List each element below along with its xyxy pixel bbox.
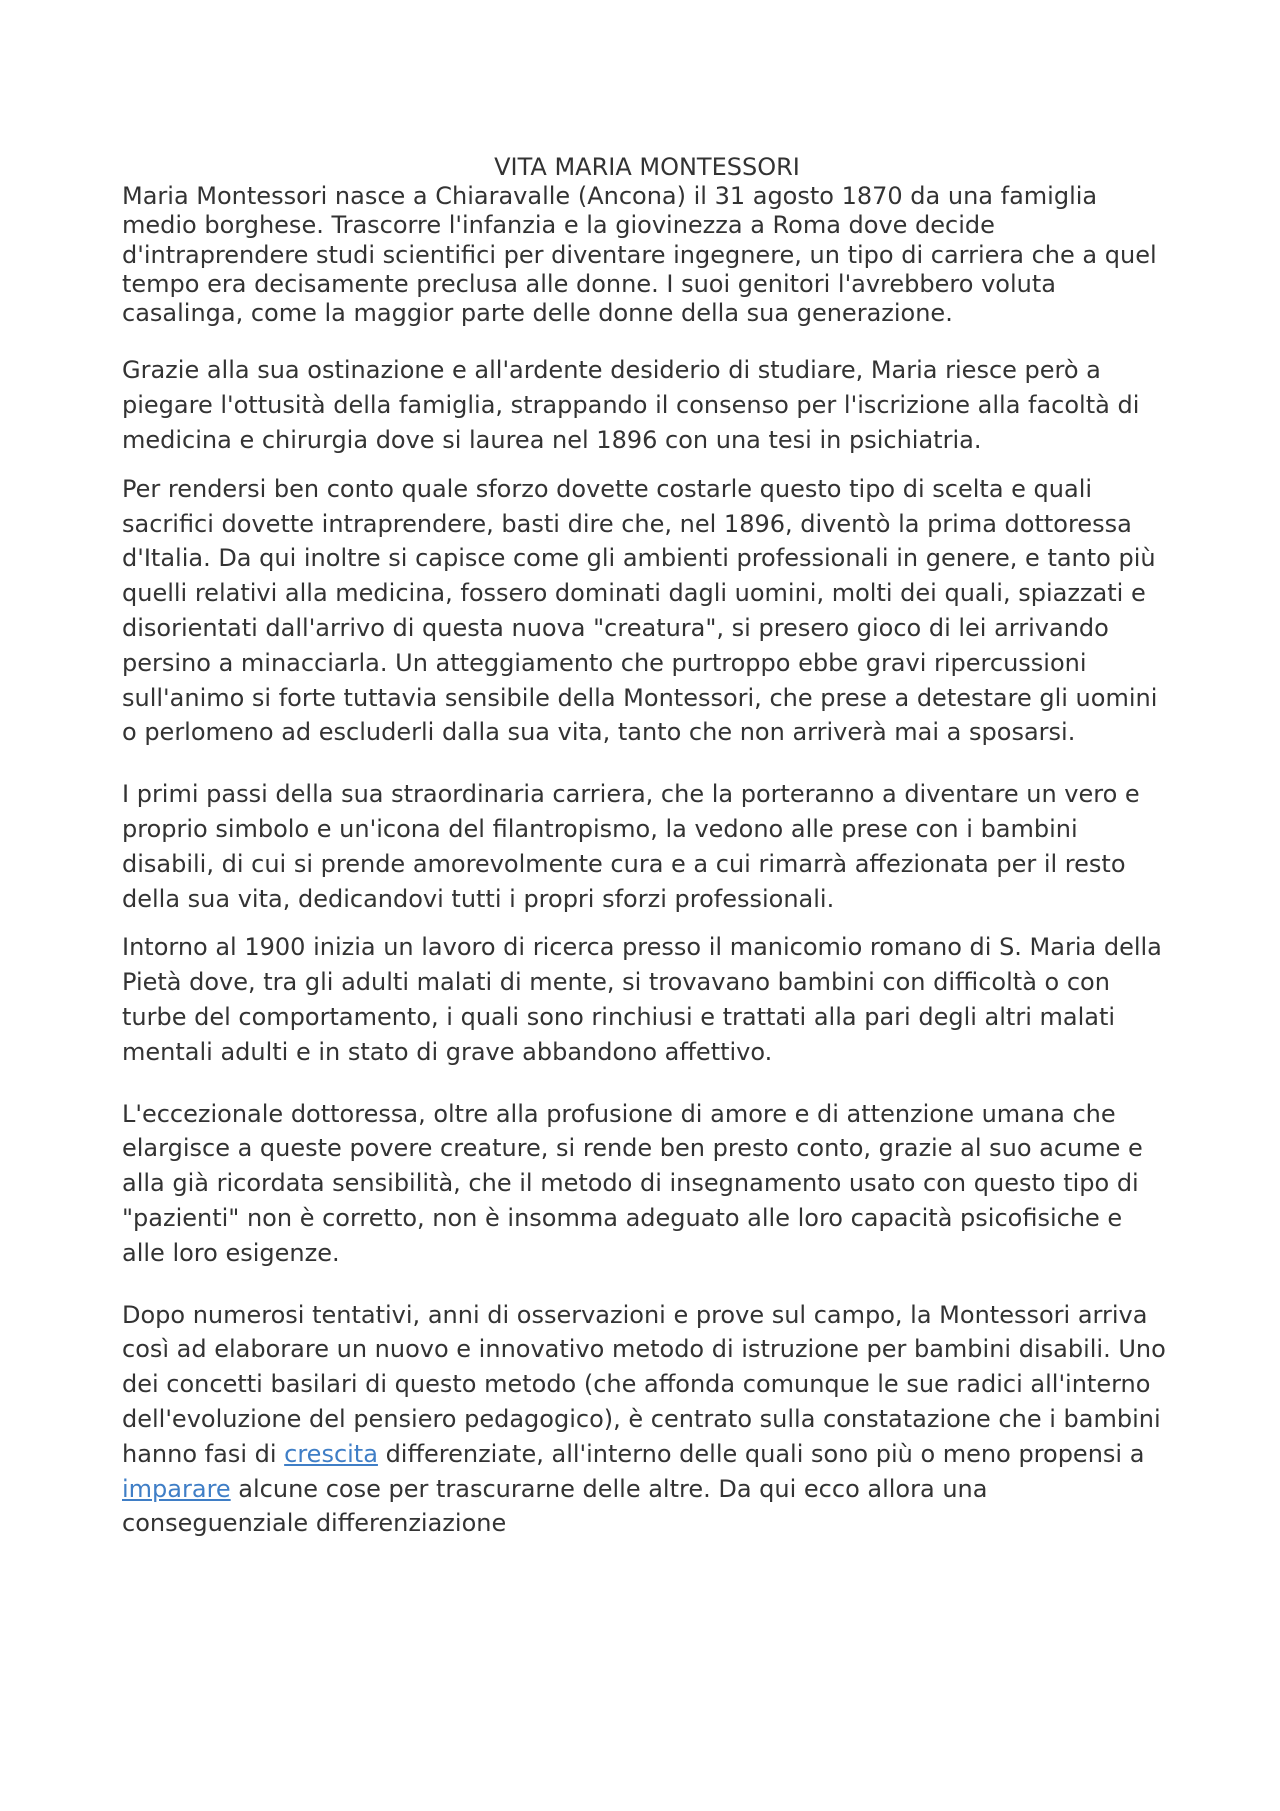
paragraph-7-part-3: alcune cose per trascurarne delle altre. Da qui ecco allora una conseguenziale differenziazione <box>122 1474 988 1538</box>
paragraph-3: Per rendersi ben conto quale sforzo dovette costarle questo tipo di scelta e quali sacrifici dovette intraprendere, basti dire che, nel 1896, diventò la prima dottoressa d'Italia. Da qui inoltre si capisce come gli ambienti professionali in genere, e tanto più quelli relativi alla medicina, fossero dominati dagli uomini, molti dei quali, spiazzati e disorientati dall'arrivo di questa nuova "creatura", si presero gioco di lei arrivando persino a minacciarla. Un atteggiamento che purtroppo ebbe gravi ripercussioni sull'animo si forte tuttavia sensibile della Montessori, che prese a detestare gli uomini o perlomeno ad escluderli dalla sua vita, tanto che non arriverà mai a sposarsi. <box>122 474 1158 747</box>
paragraph-1: Maria Montessori nasce a Chiaravalle (Ancona) il 31 agosto 1870 da una famiglia medio borghese. Trascorre l'infanzia e la giovinezza a Roma dove decide d'intraprendere studi scientifici per diventare ingegnere, un tipo di carriera che a quel tempo era decisamente preclusa alle donne. I suoi genitori l'avrebbero voluta casalinga, come la maggior parte delle donne della sua generazione. <box>122 182 1157 328</box>
paragraph-4: I primi passi della sua straordinaria carriera, che la porteranno a diventare un vero e proprio simbolo e un'icona del filantropismo, la vedono alle prese con i bambini disabili, di cui si prende amorevolmente cura e a cui rimarrà affezionata per il resto della sua vita, dedicandovi tutti i propri sforzi professionali. <box>122 780 1140 913</box>
paragraph-7-part-1: Dopo numerosi tentativi, anni di osservazioni e prove sul campo, la Montessori arriva così ad elaborare un nuovo e innovativo metodo di istruzione per bambini disabili. Uno dei concetti basilari di questo metodo (che affonda comunque le sue radici all'interno dell'evoluzione del pensiero pedagogico), è centrato sulla constatazione che i bambini hanno fasi di <box>122 1300 1166 1468</box>
paragraph-2: Grazie alla sua ostinazione e all'ardente desiderio di studiare, Maria riesce però a piegare l'ottusità della famiglia, strappando il consenso per l'iscrizione alla facoltà di medicina e chirurgia dove si laurea nel 1896 con una tesi in psichiatria. <box>122 356 1140 455</box>
paragraph-7 <box>122 1298 1172 1542</box>
document-title: VITA MARIA MONTESSORI <box>494 153 800 181</box>
link-crescita[interactable]: crescita <box>284 1439 378 1468</box>
paragraph-6: L'eccezionale dottoressa, oltre alla profusione di amore e di attenzione umana che elargisce a queste povere creature, si rende ben presto conto, grazie al suo acume e alla già ricordata sensibilità, che il metodo di insegnamento usato con questo tipo di "pazienti" non è corretto, non è insomma adeguato alle loro capacità psicofisiche e alle loro esigenze. <box>122 1099 1143 1267</box>
document-page <box>122 152 1172 1541</box>
paragraph-7-part-2: differenziate, all'interno delle quali sono più o meno propensi a <box>377 1439 1145 1468</box>
link-imparare[interactable]: imparare <box>122 1474 231 1503</box>
paragraph-5: Intorno al 1900 inizia un lavoro di ricerca presso il manicomio romano di S. Maria della Pietà dove, tra gli adulti malati di mente, si trovavano bambini con difficoltà o con turbe del comportamento, i quali sono rinchiusi e trattati alla pari degli altri malati mentali adulti e in stato di grave abbandono affettivo. <box>122 933 1162 1066</box>
